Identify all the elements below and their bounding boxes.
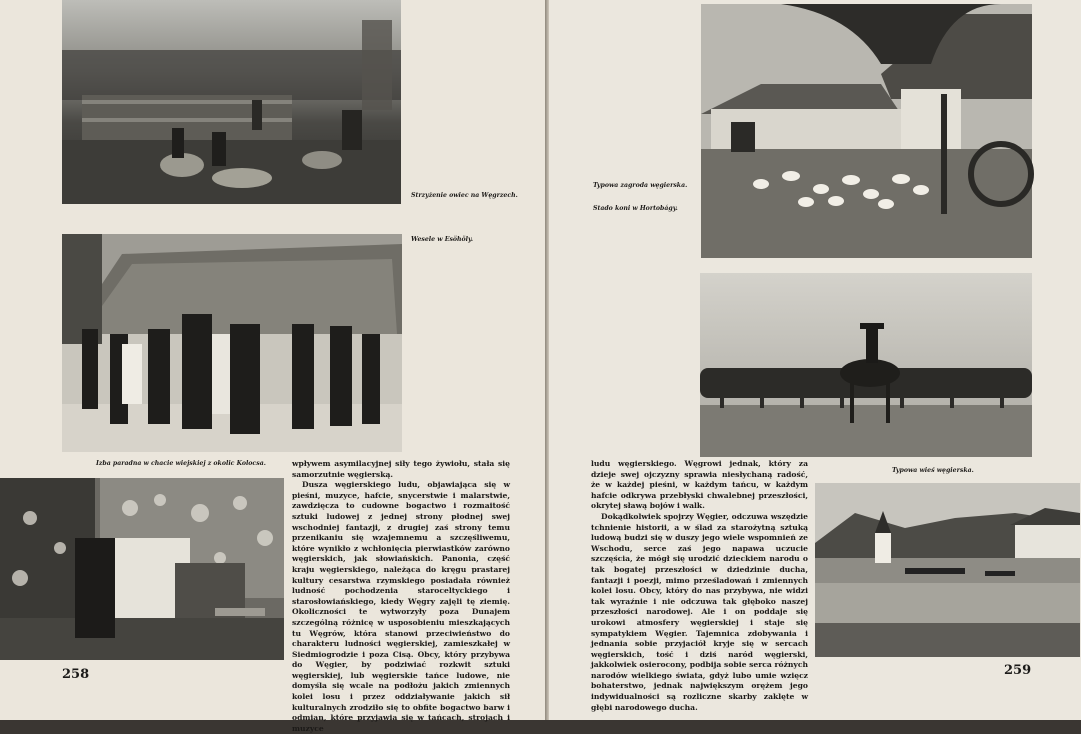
- village-image: [815, 483, 1080, 657]
- right-page: [549, 0, 1081, 720]
- farmyard-image: [701, 4, 1032, 258]
- horses-image: [700, 273, 1032, 457]
- caption-village: Typowa wieś węgierska.: [892, 467, 974, 474]
- photo-wedding: [62, 234, 402, 452]
- photo-farmyard: [701, 4, 1032, 258]
- caption-sheep-shearing: Strzyżenie owiec na Węgrzech.: [411, 192, 518, 199]
- sheep-shearing-image: [62, 0, 401, 204]
- left-paragraph-2: Dusza węgierskiego ludu, objawiająca się w pieśni, muzyce, hafcie, snycerstwie i malarstwie, zawdzięcza to cudowne bogactwo i rozmaitość sztuki ludowej z jednej strony płodnej swej wschodniej fantazji, z drugiej zaś strony temu przenikaniu się wzajemnemu a szczęśliwemu, które wynikło z wchłonięcia pierwiastków zarówno węgierskich, jak słowiańskich. Panonia, część kraju węgierskiego, należąca do kręgu prastarej kultury cesarstwa rzymskiego posiadała również ludność pochodzenia staroceltyckiego i starosłowiańskiego, kiedy Węgry zajęli tę ziemię. Okoliczności te wytworzyły poza Dunajem szczególną różnicę w usposobieniu mieszkających tu Węgrów, która stanowi przeciwieństwo do charakteru ludności węgierskiej, zamieszkałej w Siedmiogrodzie i poza Cisą. Obcy, który przybywa do Węgier, by podziwiać rozkwit sztuki węgierskiej, lub węgierskie tańce ludowe, nie domyśla się wcale na podłożu jakich zmiennych kolei losu i przez oddziaływanie jakich sił kulturalnych zrodziło się to obfite bogactwo barw i odmian, które przyjawia się w tańcach, strojach i muzyce: [292, 480, 510, 733]
- page-number-left: 258: [62, 667, 90, 682]
- room-image: [0, 478, 284, 660]
- caption-farmyard: Typowa zagroda węgierska.: [593, 182, 688, 189]
- caption-horses: Stado koni w Hortobágy.: [593, 205, 678, 212]
- wedding-image: [62, 234, 402, 452]
- right-body-text: [591, 459, 808, 712]
- photo-horses: [700, 273, 1032, 457]
- caption-room: Izba paradna w chacie wiejskiej z okolic Kolocsa.: [96, 460, 266, 467]
- page-number-right: 259: [1004, 663, 1032, 678]
- left-body-text: [292, 459, 510, 733]
- photo-sheep-shearing: [62, 0, 401, 204]
- left-paragraph-1: wpływem asymilacyjnej siły tego żywiołu, stała się samorzutnie węgierską.: [292, 459, 510, 479]
- right-paragraph-2: Dokądkolwiek spojrzy Węgier, odczuwa wszędzie tchnienie historii, a w ślad za starożytną sztuką ludową budzi się w duszy jego wiele wspomnień ze Wschodu, serce zaś jego napawa uczucie szczęścia, że mógł się urodzić dzieckiem narodu o tak bogatej przeszłości w dziedzinie ducha, fantazji i poezji, mimo prześladowań i zmiennych kolei losu. Obcy, który do nas przybywa, nie widzi tak wyraźnie i nie odczuwa tak głęboko naszej przeszłości narodowej. Ale i on poddaje się urokowi atmosfery węgierskiej i staje się sympatykiem Węgier. Tajemnica zdobywania i jednania sobie przyjaciół kryje się w sercach węgierskich, tość i dziś naród węgierski, jakkolwiek osierocony, podbija sobie serca różnych narodów wielkiego świata, gdyż lubo umie wzięcz bohaterstwo, jednak największym orężem jego indywidualności są rozliczne skarby zaklęte w głębi narodowego ducha.: [591, 511, 808, 712]
- caption-wedding: Wesele w Esöhöly.: [411, 236, 474, 243]
- photo-village: [815, 483, 1080, 657]
- photo-room: [0, 478, 284, 660]
- right-paragraph-1: ludu węgierskiego. Węgrowi jednak, który za dzieje swej ojczyzny sprawia niesłychaną radość, że w każdej pieśni, w każdym tańcu, w każdym hafcie odkrywa przebłyski chwalebnej przeszłości, okrytej sławą bojów i walk.: [591, 459, 808, 511]
